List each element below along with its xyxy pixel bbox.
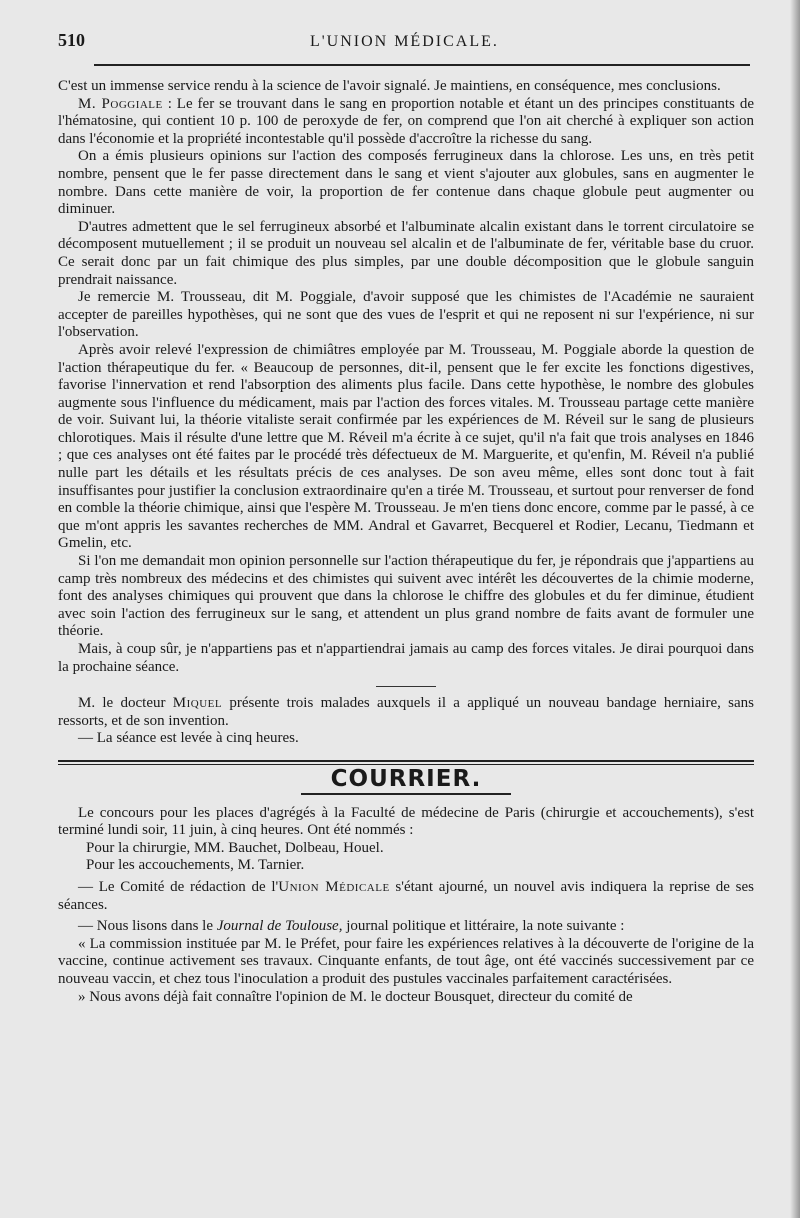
running-head: L'UNION MÉDICALE. xyxy=(310,33,499,50)
paragraph: Mais, à coup sûr, je n'appartiens pas et n'appartiendrai jamais au camp des forces vitales. Je dirai pourquoi dans la prochaine séance. xyxy=(58,641,754,675)
session-closing: — La séance est levée à cinq heures. xyxy=(78,730,299,747)
paragraph: D'autres admettent que le sel ferrugineux absorbé et l'albuminate alcalin existant dans le torrent circulatoire se décomposent mutuellement ; il se produit un nouveau sel alcalin et de l'albuminate de fer, véritable base du cruor. Ce serait donc par un fait chimique des plus simples, par une double décomposition que le globule sanguin prendrait naissance. xyxy=(58,218,754,288)
list-item: Pour la chirurgie, MM. Bauchet, Dolbeau, Houel. xyxy=(86,839,384,856)
paragraph: » Nous avons déjà fait connaître l'opinion de M. le docteur Bousquet, directeur du comité de xyxy=(78,988,633,1005)
paragraph: « La commission instituée par M. le Préfet, pour faire les expériences relatives à la découverte de l'origine de la vaccine, continue activement ses travaux. Cinquante enfants, de tout âge, ont été vaccinés successivement par ce nouveau vaccin, et chez tous l'inoculation a produit des pustules vaccinales parfaitement caractérisées. xyxy=(58,935,754,987)
page-header xyxy=(58,30,754,60)
paragraph: C'est un immense service rendu à la science de l'avoir signalé. Je maintiens, en conséquence, mes conclusions. xyxy=(58,78,721,94)
journal-name: Journal de Toulouse, xyxy=(216,918,343,935)
paragraph xyxy=(58,695,754,730)
doctor-name: Miquel xyxy=(172,695,223,712)
title-underline xyxy=(301,793,511,795)
paragraph: Si l'on me demandait mon opinion personnelle sur l'action thérapeutique du fer, je répondrais que j'appartiens au camp très nombreux des médecins et des chimistes qui suivent avec intérêt les découvertes de la chimie moderne, font des analyses chimiques qui prouvent que dans la chlorose le chiffre des globules et du fer diminue, étudient avec soin l'action des ferrugineux sur le sang, et attendent un plus grand nombre de faits avant de formuler une théorie. xyxy=(58,553,754,640)
paragraph-text: — Nous lisons dans le xyxy=(78,918,217,935)
paragraph-text: : Le fer se trouvant dans le sang en proportion notable et étant un des principes constituants de l'hématosine, qui contient 10 p. 100 de peroxyde de fer, on comprend que l'on ait cherché à expliquer son action dans l'économie et la propriété incontestable qu'il possède d'accroître la richesse du sang. xyxy=(58,95,754,147)
list-item: Pour les accouchements, M. Tarnier. xyxy=(86,857,305,874)
paragraph-text: présente trois malades auxquels il a appliqué un nouveau bandage herniaire, sans ressorts, et de son invention. xyxy=(58,695,755,729)
paragraph xyxy=(58,879,754,914)
paragraph xyxy=(58,96,754,149)
page-number: 510 xyxy=(58,30,85,50)
paragraph: Après avoir relevé l'expression de chimiâtres employée par M. Trousseau, M. Poggiale aborde la question de l'action thérapeutique du fer. « Beaucoup de personnes, dit-il, pensent que le fer excite les fonctions digestives, favorise l'innervation et rend l'absorption des aliments plus facile. Dans cette hypothèse, le nombre des globules augmente sous l'influence du médicament, mais par l'action des forces vitales. M. Trousseau partage cette manière de voir. Suivant lui, la théorie vitaliste serait confirmée par les expériences de M. Réveil sur le sang de plusieurs chlorotiques. Mais il résulte d'une lettre que M. Réveil m'a écrite à ce sujet, qu'il n'a fait que trois analyses en 1846 ; que ces analyses ont été faites par le procédé très défectueux de M. Marguerite, et qu'enfin, M. Réveil n'a publié nulle part les détails et les résultats précis de ces analyses. De son aveu même, elles sont donc tout à fait insuffisantes pour justifier la conclusion extraordinaire qu'en a tirée M. Trousseau, et surtout pour renverser de fond en comble la théorie chimique, ainsi que l'espère M. Trousseau. Je m'en tiens donc encore, comme par le passé, à ce que m'ont appris les savantes recherches de MM. Andral et Gavarret, Becquerel et Rodier, Lecanu, Tiedmann et Gmelin, etc. xyxy=(58,341,754,552)
paragraph: Le concours pour les places d'agrégés à la Faculté de médecine de Paris (chirurgie et accouchements), s'est terminé lundi soir, 11 juin, à cinq heures. Ont été nommés : xyxy=(58,804,754,839)
section-separator xyxy=(376,686,436,687)
paragraph-text: s'étant ajourné, un nouvel avis indiquera la reprise de ses séances. xyxy=(58,878,754,913)
paragraph: On a émis plusieurs opinions sur l'action des composés ferrugineux dans la chlorose. Les uns, en très petit nombre, pensent que le fer passe directement dans le sang et vient s'ajouter aux globules, sans en augmenter le nombre. Dans cette manière de voir, la proportion de fer contenue dans chaque globule peut augmenter ou diminuer. xyxy=(58,148,754,218)
paragraph xyxy=(58,918,754,936)
speaker-name: M. Poggiale xyxy=(78,95,163,112)
header-rule xyxy=(94,64,750,66)
section-title: COURRIER. xyxy=(330,765,482,792)
paragraph-text: — Le Comité de rédaction de l' xyxy=(78,878,279,895)
paragraph-text: M. le docteur xyxy=(78,695,173,712)
double-rule xyxy=(58,760,754,765)
paragraph-text: journal politique et littéraire, la note suivante : xyxy=(342,918,625,935)
paragraph: Je remercie M. Trousseau, dit M. Poggiale, d'avoir supposé que les chimistes de l'Académie ne sauraient accepter de pareilles hypothèses, qui ne sont que des vues de l'esprit et qui ne reposent ni sur l'expérience, ni sur l'observation. xyxy=(58,289,754,341)
page-edge-shadow xyxy=(790,0,800,1218)
article-body xyxy=(58,78,754,1006)
journal-name: Union Médicale xyxy=(278,878,390,895)
